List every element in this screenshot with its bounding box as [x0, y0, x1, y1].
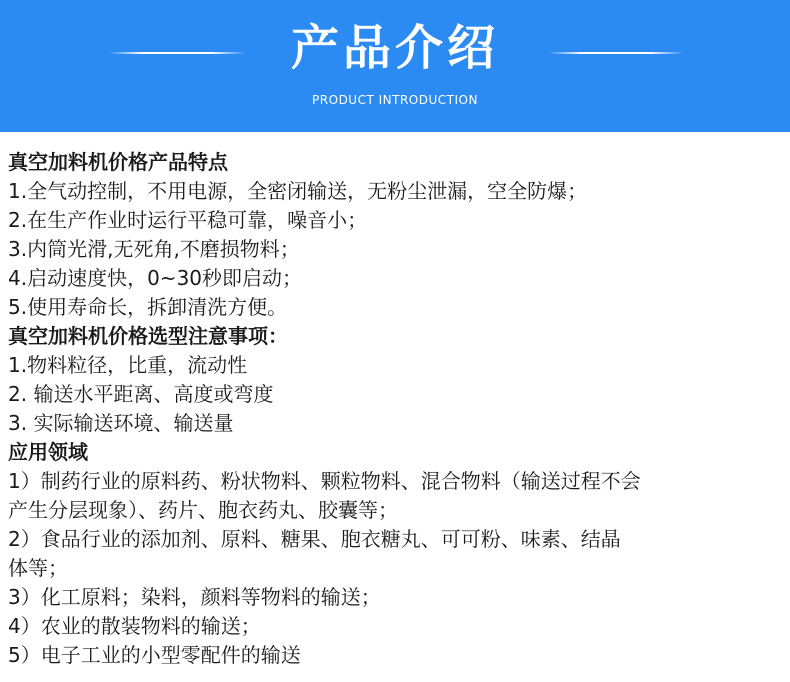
applications-item: 5）电子工业的小型零配件的输送 [8, 643, 301, 667]
banner-title: 产品介绍 [290, 20, 499, 76]
features-item: 1.全气动控制，不用电源，全密闭输送，无粉尘泄漏，空全防爆； [8, 179, 588, 203]
applications-item: 2）食品行业的添加剂、原料、糖果、胞衣糖丸、可可粉、味素、结晶 [8, 527, 621, 551]
selection-item: 3. 实际输送环境、输送量 [8, 411, 234, 435]
features-item: 4.启动速度快，0~30秒即启动； [8, 266, 303, 290]
selection-heading: 真空加料机价格选型注意事项： [8, 324, 288, 348]
header-banner [0, 0, 790, 132]
applications-item: 1）制药行业的原料药、粉状物料、颗粒物料、混合物料（输送过程不会 [8, 469, 641, 493]
applications-heading: 应用领域 [8, 440, 88, 464]
applications-item: 3）化工原料；染料，颜料等物料的输送； [8, 585, 381, 609]
content-body [8, 148, 784, 670]
features-item: 2.在生产作业时运行平稳可靠，噪音小； [8, 208, 368, 232]
features-heading: 真空加料机价格产品特点 [8, 150, 228, 174]
applications-item: 4）农业的散装物料的输送； [8, 614, 261, 638]
selection-item: 2. 输送水平距离、高度或弯度 [8, 382, 274, 406]
features-item: 3.内筒光滑,无死角,不磨损物料； [8, 237, 300, 261]
applications-item: 体等； [8, 556, 68, 580]
features-item: 5.使用寿命长，拆卸清洗方便。 [8, 295, 288, 319]
selection-item: 1.物料粒径，比重，流动性 [8, 353, 248, 377]
banner-subtitle: PRODUCT INTRODUCTION [312, 93, 478, 107]
banner-decor-line-right [548, 52, 684, 54]
applications-item: 产生分层现象）、药片、胞衣药丸、胶囊等； [8, 498, 398, 522]
